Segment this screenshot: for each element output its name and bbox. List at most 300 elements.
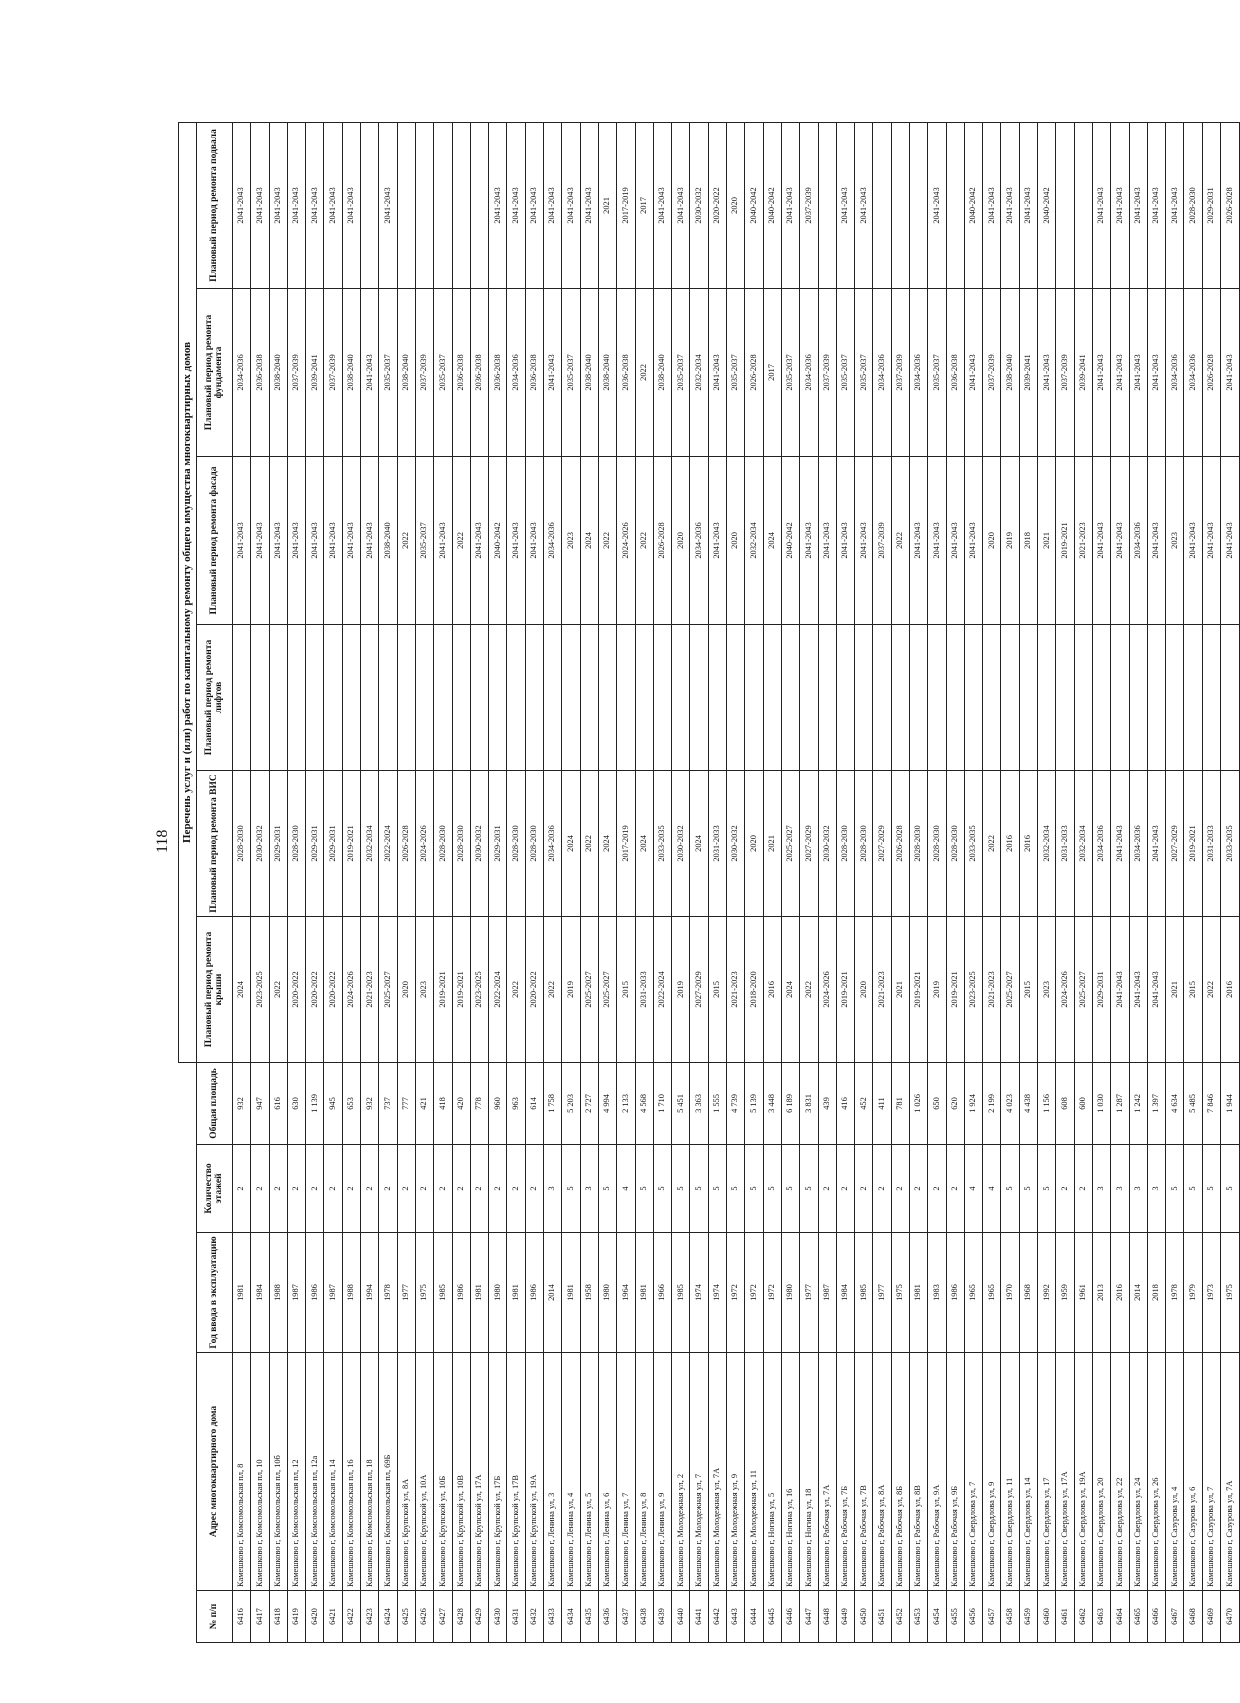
table-cell: 2035-2037 <box>379 288 397 456</box>
table-cell: 2 <box>855 1145 873 1233</box>
table-cell: 2028-2030 <box>928 770 946 916</box>
table-cell: 1 555 <box>708 1062 726 1144</box>
table-cell: 2016 <box>1221 916 1240 1062</box>
table-cell: 2 727 <box>580 1062 598 1144</box>
table-body <box>233 122 1240 1642</box>
table-row <box>708 122 726 1642</box>
table-cell: 2017 <box>763 288 781 456</box>
table-cell <box>1019 624 1037 770</box>
table-cell: 6436 <box>598 1591 616 1643</box>
table-cell: 2037-2039 <box>1056 288 1074 456</box>
table-cell <box>964 624 982 770</box>
table-cell: 1983 <box>928 1233 946 1353</box>
table-cell: 1977 <box>800 1233 818 1353</box>
table-cell: 2041-2043 <box>1038 288 1056 456</box>
table-cell: 2034-2036 <box>909 288 927 456</box>
table-cell <box>452 624 470 770</box>
table-row <box>1221 122 1240 1642</box>
table-cell: 439 <box>818 1062 836 1144</box>
table-cell: 2019 <box>1001 456 1019 624</box>
table-cell: 420 <box>452 1062 470 1144</box>
table-cell: 2 <box>397 1145 415 1233</box>
table-cell: 2 <box>379 1145 397 1233</box>
table-cell: Камешково г, Рабочая ул, 9А <box>928 1353 946 1591</box>
table-cell: 2022 <box>397 456 415 624</box>
table-cell: 1977 <box>397 1233 415 1353</box>
table-cell: 1981 <box>909 1233 927 1353</box>
table-cell <box>361 624 379 770</box>
table-row <box>1111 122 1129 1642</box>
table-cell <box>946 122 964 288</box>
table-cell: 5 <box>672 1145 690 1233</box>
table-cell: 2041-2043 <box>964 288 982 456</box>
table-cell: 1 156 <box>1038 1062 1056 1144</box>
table-cell <box>635 624 653 770</box>
table-cell: 2041-2043 <box>928 122 946 288</box>
table-cell <box>361 122 379 288</box>
table-cell: 2019-2021 <box>909 916 927 1062</box>
table-cell: Камешково г, Рабочая ул, 7В <box>855 1353 873 1591</box>
table-cell: 1 758 <box>544 1062 562 1144</box>
column-header: Плановый период ремонта фасада <box>197 456 233 624</box>
table-cell: 2020 <box>672 456 690 624</box>
table-cell: 2037-2039 <box>983 288 1001 456</box>
table-cell <box>1129 624 1147 770</box>
table-cell: 6450 <box>855 1591 873 1643</box>
table-row <box>1092 122 1110 1642</box>
table-cell: Камешково г, Свердлова ул, 17 <box>1038 1353 1056 1591</box>
table-cell: 2019 <box>672 916 690 1062</box>
table-row <box>617 122 635 1642</box>
table-cell: 2027-2029 <box>800 770 818 916</box>
table-cell: 2028-2030 <box>909 770 927 916</box>
table-cell: 2022-2024 <box>653 916 671 1062</box>
table-cell: Камешково г, Комсомольская пл, 69Б <box>379 1353 397 1591</box>
table-cell: 3 <box>1129 1145 1147 1233</box>
table-cell: 6433 <box>544 1591 562 1643</box>
table-cell <box>415 122 433 288</box>
table-cell: 2041-2043 <box>1147 122 1165 288</box>
table-row <box>269 122 287 1642</box>
table-cell: 2041-2043 <box>342 456 360 624</box>
table-cell: 2034-2036 <box>544 456 562 624</box>
table-cell: 1987 <box>324 1233 342 1353</box>
table-cell: 2032-2034 <box>1038 770 1056 916</box>
table-cell: 1988 <box>269 1233 287 1353</box>
table-cell: 2022-2024 <box>379 770 397 916</box>
table-cell: 2041-2043 <box>1111 456 1129 624</box>
table-cell: Камешково г, Свердлова ул, 17А <box>1056 1353 1074 1591</box>
table-row <box>598 122 616 1642</box>
table-cell: 2026-2028 <box>397 770 415 916</box>
table-cell: 1972 <box>745 1233 763 1353</box>
table-cell: 2022 <box>507 916 525 1062</box>
table-cell: 418 <box>434 1062 452 1144</box>
table-cell: 1980 <box>781 1233 799 1353</box>
table-cell: 2034-2036 <box>800 288 818 456</box>
table-cell: 6456 <box>964 1591 982 1643</box>
table-cell: 1988 <box>342 1233 360 1353</box>
table-cell: 5 <box>1001 1145 1019 1233</box>
table-cell: 2019-2021 <box>434 916 452 1062</box>
table-cell <box>269 624 287 770</box>
table-cell: 2040-2042 <box>745 122 763 288</box>
table-cell: 2021 <box>598 122 616 288</box>
table-cell: 2028-2030 <box>855 770 873 916</box>
table-cell: 2021 <box>1166 916 1184 1062</box>
table-row <box>361 122 379 1642</box>
table-cell: 932 <box>233 1062 251 1144</box>
table-cell: 6431 <box>507 1591 525 1643</box>
column-header: Общая площадь <box>197 1062 233 1144</box>
table-cell: 2030-2032 <box>672 770 690 916</box>
table-cell: 2024-2026 <box>342 916 360 1062</box>
table-cell: 2037-2039 <box>818 288 836 456</box>
table-cell: 2041-2043 <box>306 122 324 288</box>
table-cell: Камешково г, Ногина ул, 18 <box>800 1353 818 1591</box>
table-cell: 2022 <box>983 770 1001 916</box>
table-cell: 2041-2043 <box>507 456 525 624</box>
table-cell <box>287 624 305 770</box>
table-cell: 2 199 <box>983 1062 1001 1144</box>
table-cell <box>415 624 433 770</box>
table-cell: 2041-2043 <box>653 122 671 288</box>
table-cell: 2041-2043 <box>269 456 287 624</box>
table-cell: 2041-2043 <box>470 456 488 624</box>
table-cell: Камешково г, Свердлова ул, 9 <box>983 1353 1001 1591</box>
table-cell: 2034-2036 <box>1166 288 1184 456</box>
table-cell: 2025-2027 <box>1074 916 1092 1062</box>
table-cell <box>653 624 671 770</box>
table-cell: 2021-2023 <box>873 916 891 1062</box>
table-row <box>379 122 397 1642</box>
table-cell: 2041-2043 <box>233 122 251 288</box>
table-cell: 1 924 <box>964 1062 982 1144</box>
table-cell: 2028-2030 <box>1184 122 1202 288</box>
table-row <box>324 122 342 1642</box>
table-cell: Камешково г, Ногина ул, 5 <box>763 1353 781 1591</box>
table-cell: Камешково г, Ленина ул, 6 <box>598 1353 616 1591</box>
table-cell: 2037-2039 <box>415 288 433 456</box>
table-cell: 6432 <box>525 1591 543 1643</box>
table-cell: 2020 <box>745 770 763 916</box>
table-cell: 2041-2043 <box>269 122 287 288</box>
table-row <box>635 122 653 1642</box>
table-cell: 2041-2043 <box>525 456 543 624</box>
table-cell: 2014 <box>1129 1233 1147 1353</box>
table-cell: Камешково г, Рабочая ул, 9Б <box>946 1353 964 1591</box>
table-cell: 6444 <box>745 1591 763 1643</box>
table-cell: 2041-2043 <box>507 122 525 288</box>
rotated-page <box>178 123 1240 1643</box>
table-cell: 1987 <box>818 1233 836 1353</box>
table-cell: 5 <box>635 1145 653 1233</box>
table-cell: 2041-2043 <box>1129 122 1147 288</box>
table-cell: 2020 <box>983 456 1001 624</box>
table-cell: 2014 <box>544 1233 562 1353</box>
table-cell: Камешково г, Ленина ул, 9 <box>653 1353 671 1591</box>
table-cell: 960 <box>489 1062 507 1144</box>
table-cell: 6459 <box>1019 1591 1037 1643</box>
table-cell: 1987 <box>287 1233 305 1353</box>
table-cell: 2 <box>891 1145 909 1233</box>
table-cell: 2033-2035 <box>964 770 982 916</box>
table-cell: 2027-2029 <box>1166 770 1184 916</box>
table-cell: 2041-2043 <box>361 456 379 624</box>
table-cell: 2020-2022 <box>287 916 305 1062</box>
table-cell: 2041-2043 <box>434 456 452 624</box>
table-cell: 5 485 <box>1184 1062 1202 1144</box>
table-cell: 2041-2043 <box>1184 456 1202 624</box>
table-cell: 2024 <box>781 916 799 1062</box>
table-cell: 945 <box>324 1062 342 1144</box>
table-cell <box>598 624 616 770</box>
table-cell <box>470 122 488 288</box>
table-cell: 1981 <box>470 1233 488 1353</box>
table-cell: 2038-2040 <box>653 288 671 456</box>
table-cell: 2021 <box>891 916 909 1062</box>
table-row <box>781 122 799 1642</box>
table-cell: 2041-2043 <box>1129 916 1147 1062</box>
table-cell: Камешково г, Свердлова ул, 22 <box>1111 1353 1129 1591</box>
table-cell: 6425 <box>397 1591 415 1643</box>
table-cell: 2029-2031 <box>489 770 507 916</box>
table-cell: 5 203 <box>562 1062 580 1144</box>
table-cell: 2037-2039 <box>324 288 342 456</box>
table-cell: 5 <box>653 1145 671 1233</box>
table-cell: 2041-2043 <box>818 456 836 624</box>
table-cell: 6467 <box>1166 1591 1184 1643</box>
table-cell: 1981 <box>233 1233 251 1353</box>
table-cell: Камешково г, Ленина ул, 4 <box>562 1353 580 1591</box>
table-cell: Камешково г, Крупской ул, 8А <box>397 1353 415 1591</box>
table-cell: 6454 <box>928 1591 946 1643</box>
table-cell: Камешково г, Свердлова ул, 11 <box>1001 1353 1019 1591</box>
table-cell: 3 448 <box>763 1062 781 1144</box>
table-cell: 2030-2032 <box>470 770 488 916</box>
table-cell: 2041-2043 <box>1221 288 1240 456</box>
table-row <box>434 122 452 1642</box>
table-cell: 2037-2039 <box>800 122 818 288</box>
table-cell: 6435 <box>580 1591 598 1643</box>
table-cell: 6448 <box>818 1591 836 1643</box>
table-row <box>1074 122 1092 1642</box>
table-cell <box>306 624 324 770</box>
table-cell: 2 <box>415 1145 433 1233</box>
table-cell: 2034-2036 <box>1129 770 1147 916</box>
table-cell: 2030-2032 <box>251 770 269 916</box>
table-cell: 2032-2034 <box>745 456 763 624</box>
table-cell: 2 <box>233 1145 251 1233</box>
table-cell: 2035-2037 <box>415 456 433 624</box>
table-cell: 2020-2022 <box>306 916 324 1062</box>
table-cell: 2040-2042 <box>1038 122 1056 288</box>
table-cell: 6455 <box>946 1591 964 1643</box>
table-cell: 2027-2029 <box>690 916 708 1062</box>
table-cell: 4 <box>983 1145 1001 1233</box>
table-cell: 2023 <box>415 916 433 1062</box>
column-header: Плановый период ремонта фундамента <box>197 288 233 456</box>
table-cell: 2024 <box>690 770 708 916</box>
table-cell: 2041-2043 <box>1147 456 1165 624</box>
table-cell: 2030-2032 <box>690 122 708 288</box>
table-cell: 2 <box>836 1145 854 1233</box>
table-cell: 6464 <box>1111 1591 1129 1643</box>
table-cell: 1979 <box>1184 1233 1202 1353</box>
table-cell: Камешково г, Крупской ул, 17А <box>470 1353 488 1591</box>
table-cell: Камешково г, Свердлова ул, 20 <box>1092 1353 1110 1591</box>
table-cell <box>1147 624 1165 770</box>
table-cell: 6465 <box>1129 1591 1147 1643</box>
table-cell: 2025-2027 <box>781 770 799 916</box>
table-cell: 2028-2030 <box>507 770 525 916</box>
table-cell: 2015 <box>1019 916 1037 1062</box>
table-cell: 2041-2043 <box>836 456 854 624</box>
table-cell: Камешково г, Сазурова ул, 4 <box>1166 1353 1184 1591</box>
table-cell: 2031-2033 <box>1202 770 1220 916</box>
table-cell: 2041-2043 <box>1111 288 1129 456</box>
table-cell: Камешково г, Свердлова ул, 7 <box>964 1353 982 1591</box>
table-cell: Камешково г, Комсомольская пл, 8 <box>233 1353 251 1591</box>
table-cell: 2024-2026 <box>1056 916 1074 1062</box>
table-cell: Камешково г, Молодежная ул, 7 <box>690 1353 708 1591</box>
table-cell: 2 <box>489 1145 507 1233</box>
table-cell: Камешково г, Молодежная ул, 9 <box>727 1353 745 1591</box>
table-cell: 1994 <box>361 1233 379 1353</box>
table-cell: 4 438 <box>1019 1062 1037 1144</box>
table-cell <box>544 624 562 770</box>
table-cell: 2041-2043 <box>1001 122 1019 288</box>
table-cell: 1981 <box>635 1233 653 1353</box>
table-cell: 6423 <box>361 1591 379 1643</box>
table-cell: 2015 <box>617 916 635 1062</box>
table-row <box>745 122 763 1642</box>
table-cell: 3 <box>1147 1145 1165 1233</box>
table-cell <box>1056 624 1074 770</box>
table-cell: 1975 <box>1221 1233 1240 1353</box>
table-cell: 2024-2026 <box>415 770 433 916</box>
table-cell: Камешково г, Крупской ул, 10А <box>415 1353 433 1591</box>
table-cell: 2022 <box>598 456 616 624</box>
table-cell: 2035-2037 <box>562 288 580 456</box>
table-cell: 2036-2038 <box>470 288 488 456</box>
column-header: Адрес многоквартирного дома <box>197 1353 233 1591</box>
table-row <box>1038 122 1056 1642</box>
table-cell: Камешково г, Молодежная ул, 11 <box>745 1353 763 1591</box>
table-cell: 5 <box>1221 1145 1240 1233</box>
table-cell: 2032-2034 <box>361 770 379 916</box>
table-cell <box>928 624 946 770</box>
table-cell: 2041-2043 <box>251 122 269 288</box>
table-cell: 2041-2043 <box>800 456 818 624</box>
table-cell: 1985 <box>434 1233 452 1353</box>
table-cell: 2013 <box>1092 1233 1110 1353</box>
table-cell: 2041-2043 <box>836 122 854 288</box>
table-cell: 2028-2030 <box>434 770 452 916</box>
page-number: 118 <box>154 829 171 853</box>
table-cell: 2034-2036 <box>873 288 891 456</box>
table-cell: 2019 <box>562 916 580 1062</box>
table-cell: 2029-2031 <box>306 770 324 916</box>
table-cell: 2032-2034 <box>690 288 708 456</box>
table-cell: 6469 <box>1202 1591 1220 1643</box>
table-cell: 2041-2043 <box>525 122 543 288</box>
table-cell <box>452 122 470 288</box>
table-cell: 6460 <box>1038 1591 1056 1643</box>
table-cell: 6441 <box>690 1591 708 1643</box>
table-cell: Камешково г, Комсомольская пл, 18 <box>361 1353 379 1591</box>
table-cell: 5 <box>690 1145 708 1233</box>
table-cell: 2024 <box>635 770 653 916</box>
table-cell: 2040-2042 <box>763 122 781 288</box>
table-cell: 650 <box>928 1062 946 1144</box>
table-cell: 1 710 <box>653 1062 671 1144</box>
table-cell: 2039-2041 <box>1074 288 1092 456</box>
table-cell: 2022 <box>544 916 562 1062</box>
table-cell: 2041-2043 <box>1147 916 1165 1062</box>
table-cell: 2026-2028 <box>1221 122 1240 288</box>
table-cell: 737 <box>379 1062 397 1144</box>
table-cell: 6449 <box>836 1591 854 1643</box>
table-cell: Камешково г, Сазурова ул, 6 <box>1184 1353 1202 1591</box>
table-cell: 1977 <box>873 1233 891 1353</box>
table-cell: 2026-2028 <box>1202 288 1220 456</box>
table-cell: 2041-2043 <box>544 288 562 456</box>
table-row <box>946 122 964 1642</box>
table-cell: 1961 <box>1074 1233 1092 1353</box>
table-cell: 2023-2025 <box>251 916 269 1062</box>
table-cell <box>818 122 836 288</box>
table-cell: 2041-2043 <box>781 122 799 288</box>
table-row <box>415 122 433 1642</box>
table-cell <box>1202 624 1220 770</box>
table-cell: 2028-2030 <box>946 770 964 916</box>
table-row <box>1184 122 1202 1642</box>
table-cell: 2020 <box>855 916 873 1062</box>
table-cell: Камешково г, Крупской ул, 19А <box>525 1353 543 1591</box>
table-cell: 2041-2043 <box>287 456 305 624</box>
table-cell: 1965 <box>983 1233 1001 1353</box>
table-cell: Камешково г, Сазурова ул, 7 <box>1202 1353 1220 1591</box>
table-cell: 2021-2023 <box>727 916 745 1062</box>
table-cell <box>617 624 635 770</box>
table-cell <box>1166 624 1184 770</box>
table-row <box>928 122 946 1642</box>
table-row <box>983 122 1001 1642</box>
table-cell <box>1092 624 1110 770</box>
table-cell: 2028-2030 <box>452 770 470 916</box>
table-cell: 2020-2022 <box>324 916 342 1062</box>
table-cell: 2025-2027 <box>379 916 397 1062</box>
table-cell: 2 <box>287 1145 305 1233</box>
table-cell: 1 242 <box>1129 1062 1147 1144</box>
table-cell: 6463 <box>1092 1591 1110 1643</box>
table-cell: Камешково г, Рабочая ул, 7А <box>818 1353 836 1591</box>
table-cell: 4 <box>617 1145 635 1233</box>
table-cell: 2041-2043 <box>1111 770 1129 916</box>
table-cell: 2 <box>909 1145 927 1233</box>
table-cell: 1 026 <box>909 1062 927 1144</box>
table-cell: Камешково г, Свердлова ул, 26 <box>1147 1353 1165 1591</box>
table-cell: 6457 <box>983 1591 1001 1643</box>
table-cell: 1986 <box>946 1233 964 1353</box>
table-cell <box>233 624 251 770</box>
table-cell: 2041-2043 <box>361 288 379 456</box>
column-header: Количество этажей <box>197 1145 233 1233</box>
table-cell: 2021-2023 <box>361 916 379 1062</box>
table-cell <box>1056 122 1074 288</box>
table-cell: 6447 <box>800 1591 818 1643</box>
